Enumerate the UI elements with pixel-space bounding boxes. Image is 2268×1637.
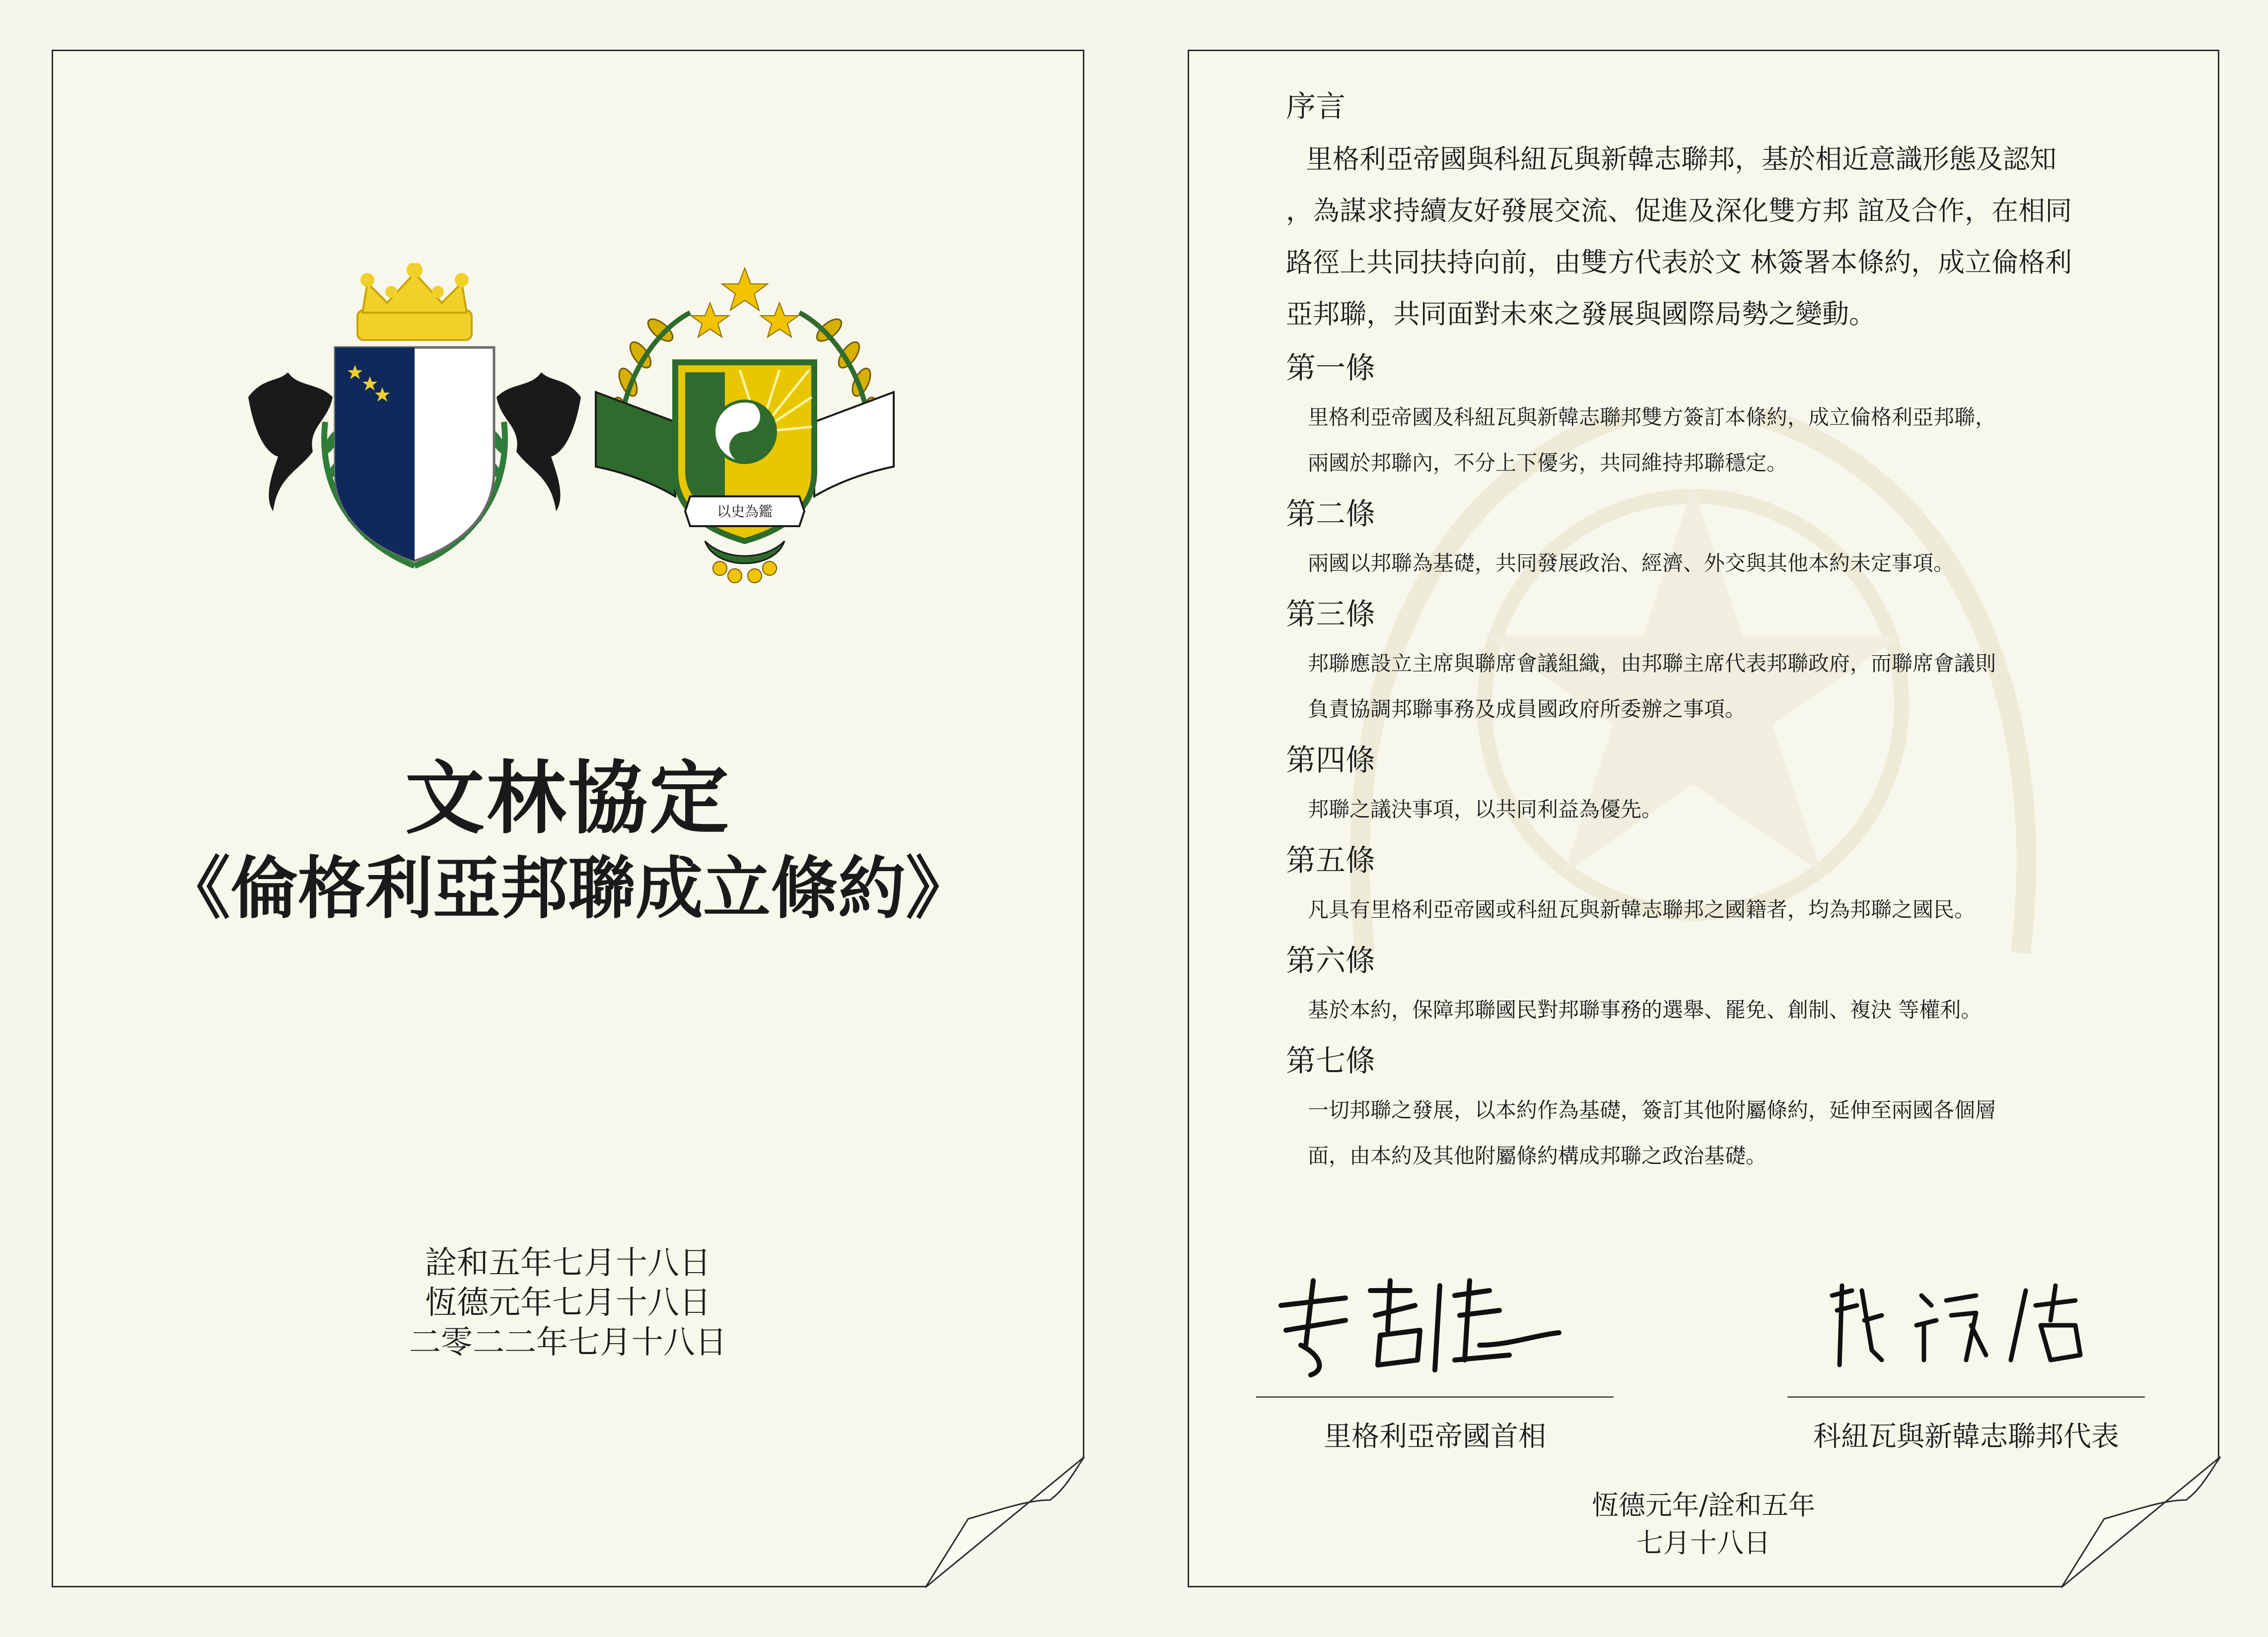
cosova-korea-emblem-icon: [591, 263, 899, 591]
article-line: 基於本約，保障邦聯國民對邦聯事務的選舉、罷免、創制、複決 等權利。: [1308, 998, 1982, 1022]
cover-subtitle: 《倫格利亞邦聯成立條約》: [163, 849, 973, 928]
closing-date-line: 恆德元年/詮和五年: [1591, 1490, 1816, 1521]
article-heading: 第五條: [1286, 843, 1375, 878]
cover-dates: [52, 1243, 1084, 1363]
cover-date-line: 二零二二年七月十八日: [409, 1324, 727, 1361]
right-signature-line: [1787, 1396, 2145, 1398]
left-signatory-title: 里格利亞帝國首相: [1324, 1421, 1546, 1453]
cover-title: 文林協定: [405, 751, 731, 845]
left-signature: [1271, 1271, 1564, 1380]
preamble-line: 路徑上共同扶持向前，由雙方代表於文 林簽署本條約，成立倫格利: [1286, 247, 2072, 278]
right-signature: [1817, 1276, 2095, 1375]
article-line: 一切邦聯之發展，以本約作為基礎，簽訂其他附屬條約，延伸至兩國各個層: [1308, 1098, 1996, 1122]
article-line: 邦聯之議決事項，以共同利益為優先。: [1308, 797, 1663, 821]
lingria-coat-of-arms-icon: [243, 263, 586, 581]
left-signature-line: [1256, 1396, 1614, 1398]
article-line: 兩國以邦聯為基礎，共同發展政治、經濟、外交與其他本約未定事項。: [1308, 551, 1955, 575]
preamble-line: 亞邦聯，共同面對未來之發展與國際局勢之變動。: [1286, 298, 1876, 330]
article-heading: 第六條: [1286, 944, 1375, 978]
preamble-heading: 序言: [1286, 89, 1346, 124]
cover-date-line: 詮和五年七月十八日: [425, 1245, 711, 1282]
article-line: 兩國於邦聯內，不分上下優劣，共同維持邦聯穩定。: [1308, 451, 1788, 475]
article-heading: 第一條: [1286, 351, 1375, 386]
article-heading: 第二條: [1286, 497, 1375, 532]
article-line: 邦聯應設立主席與聯席會議組織，由邦聯主席代表邦聯政府，而聯席會議則: [1308, 651, 1996, 676]
cover-page-curl: [923, 1454, 1087, 1588]
article-line: 里格利亞帝國及科紐瓦與新韓志聯邦雙方簽訂本條約，成立倫格利亞邦聯，: [1308, 405, 1996, 429]
article-heading: 第四條: [1286, 743, 1375, 778]
preamble-line: 里格利亞帝國與科紐瓦與新韓志聯邦，基於相近意識形態及認知: [1306, 143, 2056, 175]
article-line: 面，由本約及其他附屬條約構成邦聯之政治基礎。: [1308, 1144, 1767, 1168]
preamble-line: ，為謀求持續友好發展交流、促進及深化雙方邦 誼及合作，在相同: [1286, 195, 2072, 226]
emblem-motto: 以史為鑑: [716, 503, 773, 520]
closing-date: [1188, 1487, 2219, 1562]
article-heading: 第七條: [1286, 1044, 1375, 1079]
cover-date-line: 恆德元年七月十八日: [425, 1285, 711, 1321]
article-heading: 第三條: [1286, 597, 1375, 632]
article-line: 負責協調邦聯事務及成員國政府所委辦之事項。: [1308, 697, 1746, 721]
article-line: 凡具有里格利亞帝國或科紐瓦與新韓志聯邦之國籍者，均為邦聯之國民。: [1308, 897, 1976, 922]
treaty-body: [1286, 87, 2120, 1179]
right-signatory-title: 科紐瓦與新韓志聯邦代表: [1813, 1421, 2119, 1453]
closing-date-line: 七月十八日: [1636, 1527, 1771, 1559]
